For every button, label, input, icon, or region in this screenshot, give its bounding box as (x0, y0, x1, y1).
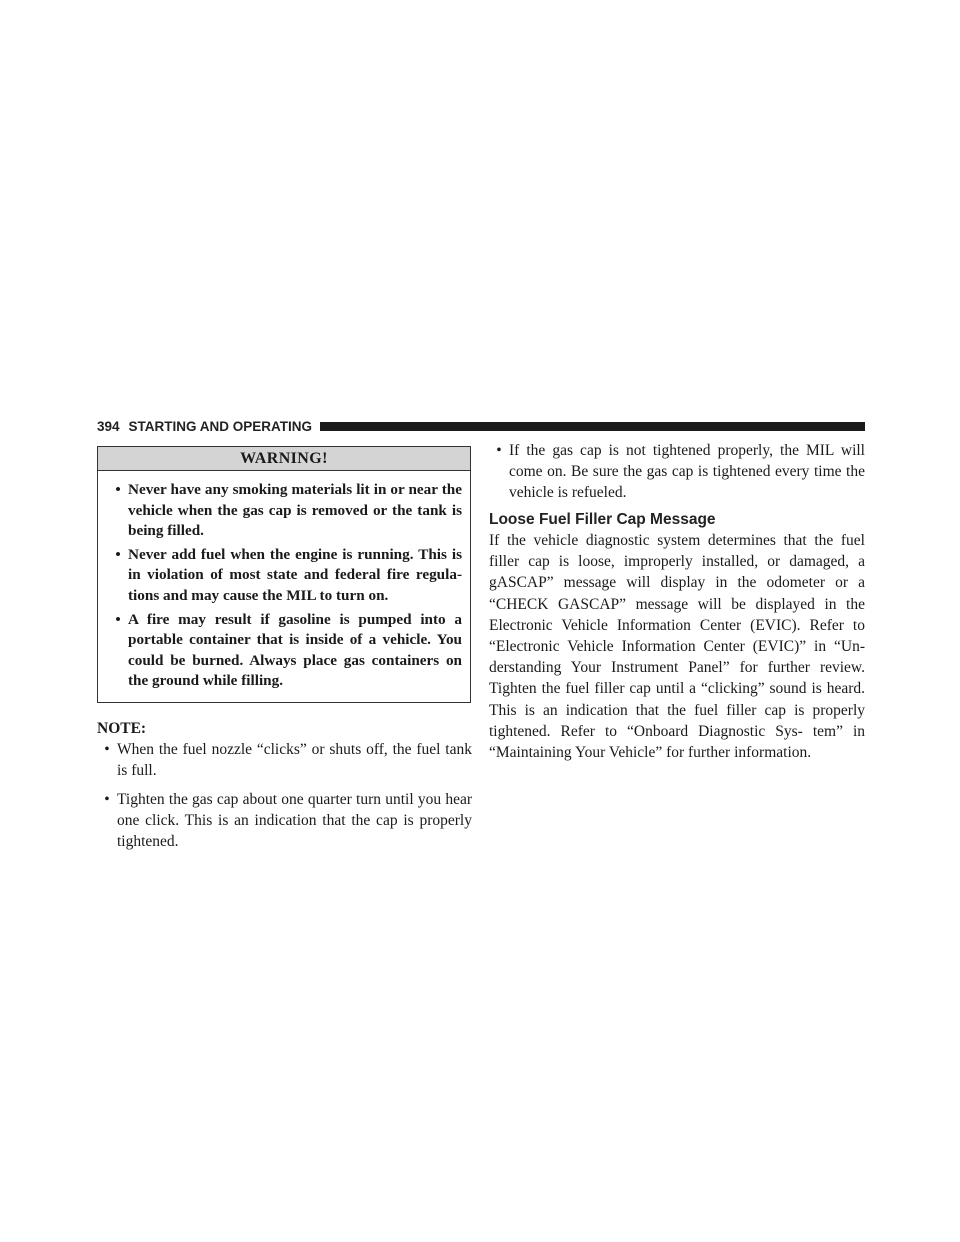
warning-item (108, 480, 462, 542)
warning-item (108, 610, 462, 692)
section-title: STARTING AND OPERATING (128, 418, 313, 434)
bullet-icon: • (115, 610, 121, 628)
warning-box (97, 446, 471, 703)
note-item (97, 739, 472, 781)
page-header (97, 419, 865, 433)
left-column (97, 446, 472, 860)
warning-title: WARNING! (98, 447, 470, 471)
note-item-text: Tighten the gas cap about one quarter turn until you hear one click. This is an indication that the cap is properly tightened. (117, 790, 472, 850)
warning-item-text: Never have any smoking materials lit in or near the vehicle when the gas cap is removed or the tank is being filled. (128, 481, 462, 540)
bullet-icon: • (115, 481, 121, 498)
bullet-icon: • (115, 545, 121, 563)
section-heading: Loose Fuel Filler Cap Message (489, 511, 716, 528)
note-label: NOTE: (97, 719, 147, 737)
right-column (489, 440, 865, 763)
warning-item (108, 545, 462, 607)
note-item (97, 789, 472, 852)
warning-item-text: A fire may result if gasoline is pumped into a portable container that is inside of a vehicle. You could be burned. Always place gas containers on the ground while filling. (128, 610, 462, 690)
list-item-text: If the gas cap is not tightened properly, the MIL will come on. Be sure the gas cap is tightened every time the vehicle is refueled. (509, 442, 865, 501)
bullet-icon: • (104, 790, 110, 808)
list-item (489, 440, 865, 503)
bullet-icon: • (496, 442, 502, 459)
warning-item-text: Never add fuel when the engine is running. This is in violation of most state and federal fire regula- tions and may cause the MIL to turn on. (128, 545, 462, 604)
header-rule (320, 422, 865, 431)
page-number: 394 (97, 418, 120, 434)
bullet-icon: • (104, 740, 110, 758)
body-paragraph: If the vehicle diagnostic system determines that the fuel filler cap is loose, improperly installed, or damaged, a gASCAP” message will display in the odometer or a “CHECK GASCAP” message will be displayed in the Electronic Vehicle Information Center (EVIC). Refer to “Electronic Vehicle Information Center (EVIC)” in “Un- derstanding Your Instrument Panel” for further review. Tighten the fuel filler cap until a “clicking” sound is heard. This is an indication that the fuel filler cap is properly tightened. Refer to “Onboard Diagnostic Sys- tem” in “Maintaining Your Vehicle” for further information. (489, 532, 865, 762)
note-item-text: When the fuel nozzle “clicks” or shuts off, the fuel tank is full. (117, 740, 472, 779)
warning-list (98, 471, 470, 702)
